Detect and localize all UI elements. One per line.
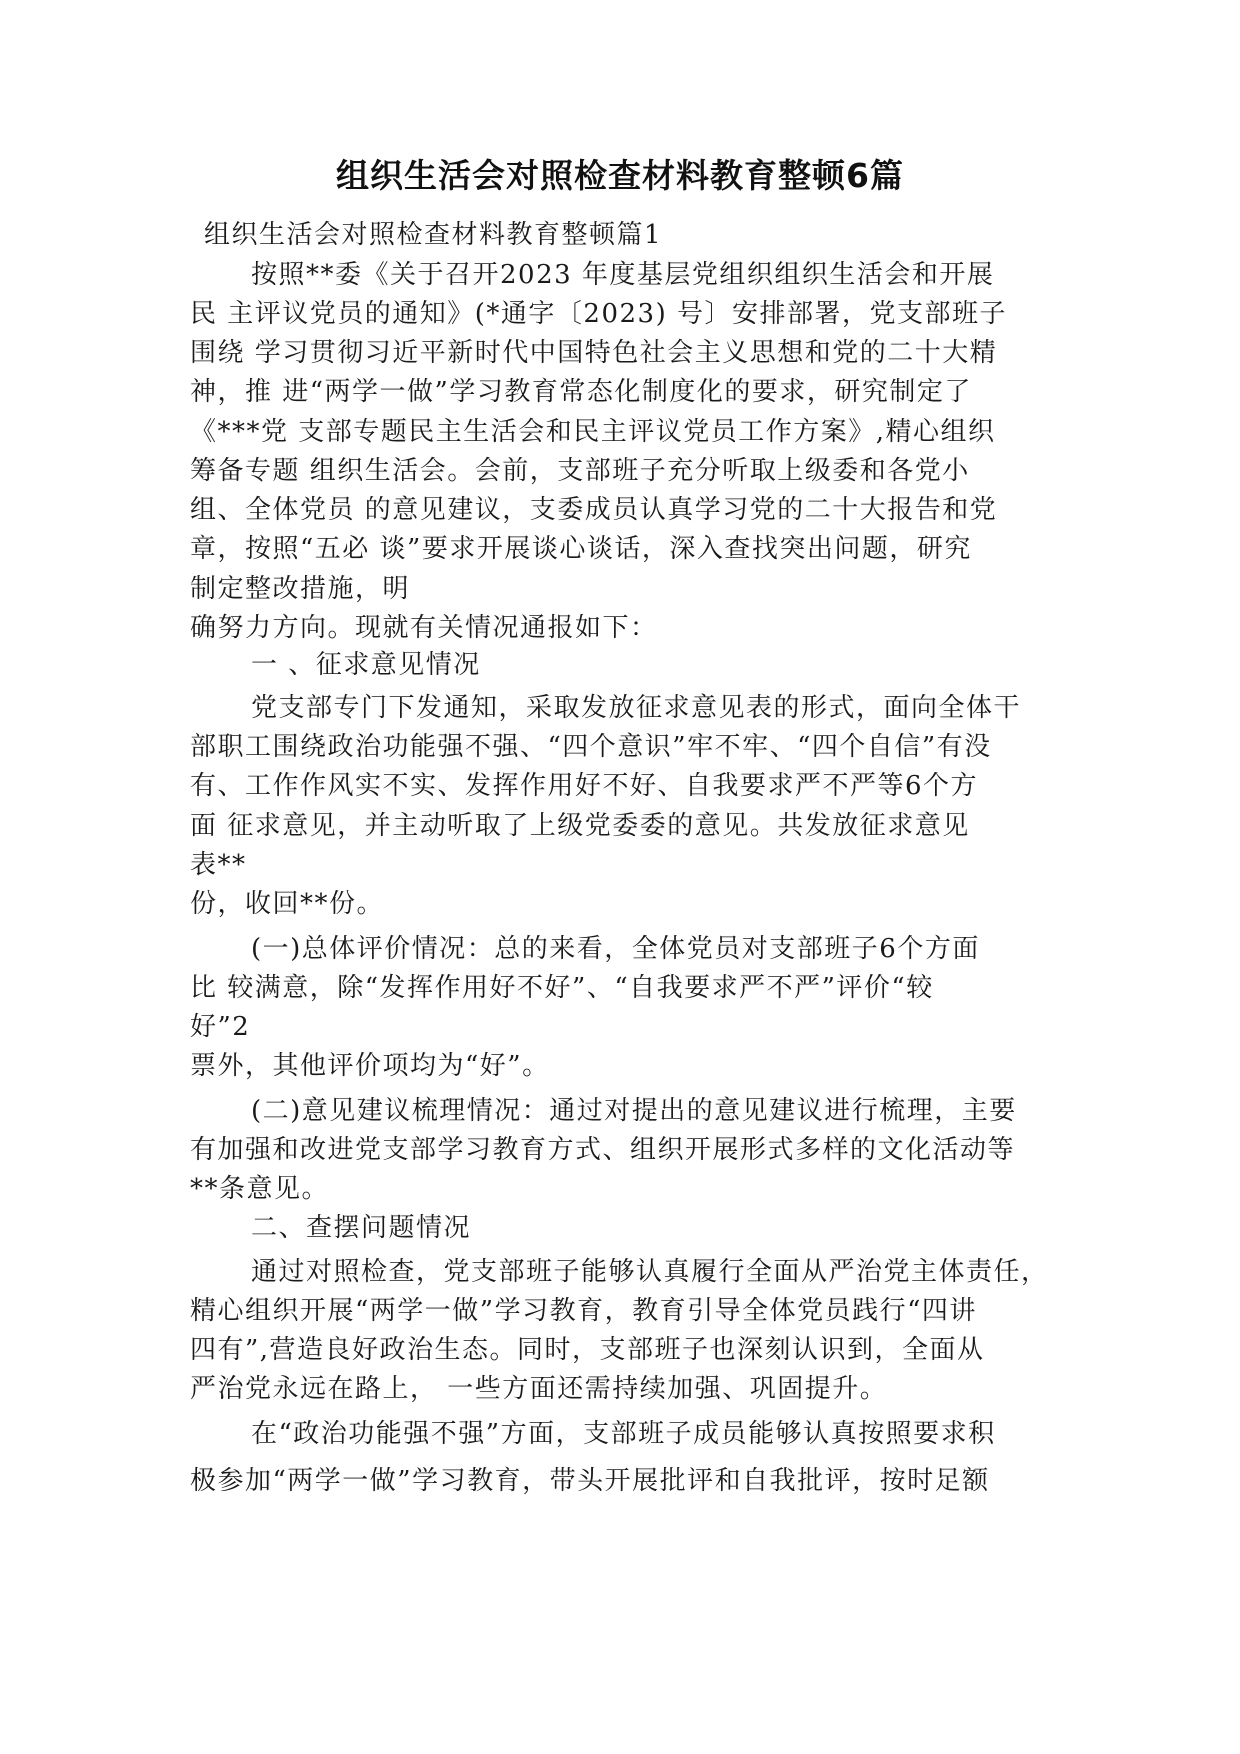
- paragraph-line: (一)总体评价情况：总的来看，全体党员对支部班子6个方面: [251, 934, 980, 964]
- section-heading: 二、查摆问题情况: [251, 1213, 472, 1243]
- paragraph-line: 围绕 学习贯彻习近平新时代中国特色社会主义思想和党的二十大精: [190, 338, 998, 368]
- paragraph-line: 章，按照“五必 谈”要求开展谈心谈话，深入查找突出问题，研究: [190, 534, 972, 564]
- document-title: 组织生活会对照检查材料教育整顿6篇: [336, 156, 904, 195]
- paragraph-line: 好”2: [190, 1012, 251, 1042]
- paragraph-line: 筹备专题 组织生活会。会前，支部班子充分听取上级委和各党小: [190, 456, 970, 486]
- paragraph-line: 份，收回**份。: [190, 889, 385, 919]
- paragraph-line: 党支部专门下发通知，采取发放征求意见表的形式，面向全体干: [251, 693, 1022, 723]
- paragraph-line: 制定整改措施，明: [190, 574, 411, 604]
- paragraph-line: 严治党永远在路上， 一些方面还需持续加强、巩固提升。: [190, 1374, 888, 1404]
- paragraph-line: 极参加“两学一做”学习教育，带头开展批评和自我批评，按时足额: [190, 1466, 990, 1496]
- paragraph-line: 确努力方向。现就有关情况通报如下：: [190, 613, 658, 643]
- paragraph-line: 精心组织开展“两学一做”学习教育，教育引导全体党员践行“四讲: [190, 1296, 977, 1326]
- paragraph-line: **条意见。: [190, 1174, 330, 1204]
- section-heading: 一 、征求意见情况: [251, 650, 481, 680]
- paragraph-line: 组、全体党员 的意见建议，支委成员认真学习党的二十大报告和党: [190, 495, 998, 525]
- paragraph-line: (二)意见建议梳理情况：通过对提出的意见建议进行梳理，主要: [251, 1096, 1017, 1126]
- paragraph-line: 有、工作作风实不实、发挥作用好不好、自我要求严不严等6个方: [190, 771, 979, 801]
- paragraph-line: 表**: [190, 850, 247, 880]
- paragraph-line: 通过对照检查，党支部班子能够认真履行全面从严治党主体责任，: [251, 1257, 1049, 1287]
- paragraph-line: 按照**委《关于召开2023 年度基层党组织组织生活会和开展: [251, 260, 995, 290]
- paragraph-line: 民 主评议党员的通知》(*通字〔2023) 号〕安排部署，党支部班子: [190, 299, 1007, 329]
- paragraph-line: 四有”,营造良好政治生态。同时，支部班子也深刻认识到，全面从: [190, 1335, 985, 1365]
- paragraph-line: 面 征求意见，并主动听取了上级党委委的意见。共发放征求意见: [190, 811, 970, 841]
- paragraph-line: 神，推 进“两学一做”学习教育常态化制度化的要求，研究制定了: [190, 377, 972, 407]
- section-subtitle: 组织生活会对照检查材料教育整顿篇1: [204, 220, 663, 250]
- paragraph-line: 比 较满意，除“发挥作用好不好”、“自我要求严不严”评价“较: [190, 973, 934, 1003]
- paragraph-line: 《***党 支部专题民主生活会和民主评议党员工作方案》,精心组织: [190, 417, 996, 447]
- paragraph-line: 票外，其他评价项均为“好”。: [190, 1051, 550, 1081]
- paragraph-line: 在“政治功能强不强”方面，支部班子成员能够认真按照要求积: [251, 1419, 996, 1449]
- paragraph-line: 部职工围绕政治功能强不强、“四个意识”牢不牢、“四个自信”有没: [190, 732, 992, 762]
- paragraph-line: 有加强和改进党支部学习教育方式、组织开展形式多样的文化活动等: [190, 1135, 1016, 1165]
